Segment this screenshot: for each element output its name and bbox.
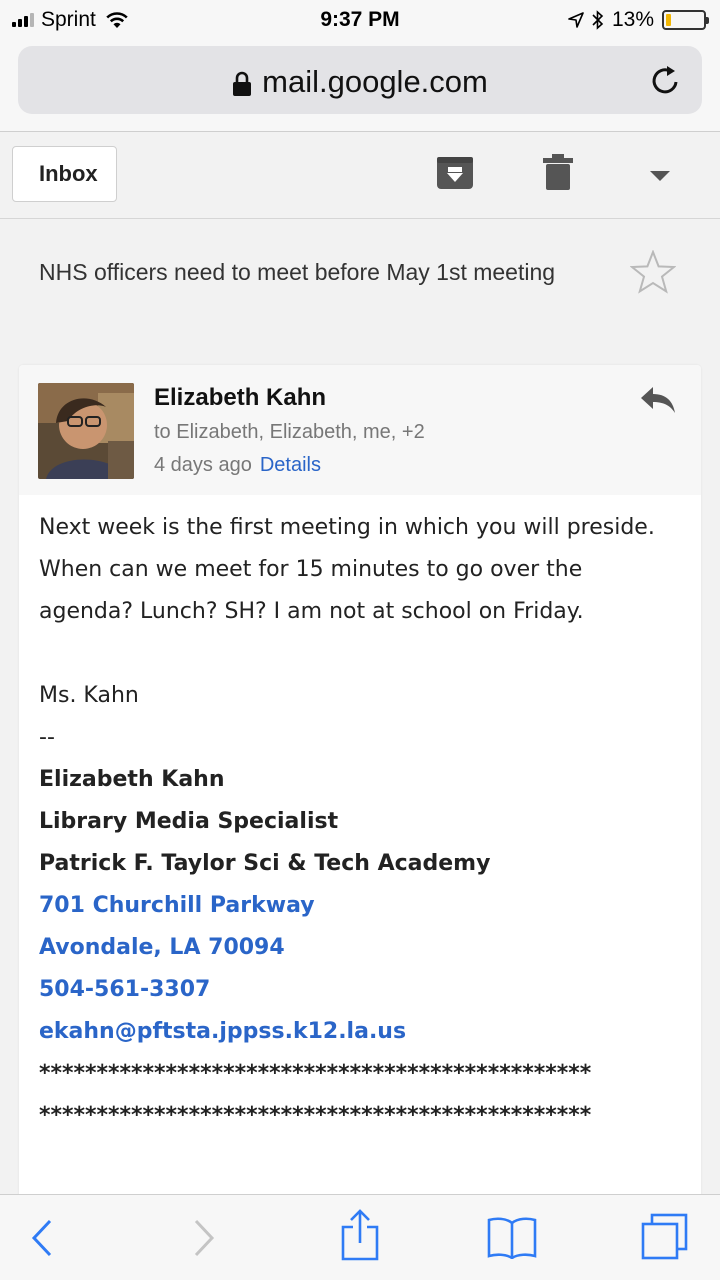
body-text: Next week is the first meeting in which you will preside. When can we meet for 15 minutes to go over the agenda? Lunch? SH? I am not at school on Friday. bbox=[39, 515, 655, 624]
location-icon bbox=[568, 12, 584, 28]
chevron-down-icon[interactable] bbox=[648, 169, 672, 183]
address-bar[interactable] bbox=[18, 46, 702, 114]
lock-icon bbox=[232, 71, 252, 97]
browser-bottom-bar bbox=[0, 1194, 720, 1280]
message-header bbox=[19, 365, 701, 495]
clock: 9:37 PM bbox=[320, 8, 400, 31]
message-meta bbox=[154, 454, 321, 477]
carrier-name: Sprint bbox=[41, 8, 96, 31]
url-text: mail.google.com bbox=[262, 64, 488, 99]
battery-percent: 13% bbox=[611, 8, 654, 31]
signature-divider-2: ************************************************ bbox=[39, 1103, 592, 1128]
battery-icon bbox=[662, 10, 706, 30]
signature-address-line2[interactable]: Avondale, LA 70094 bbox=[39, 935, 285, 960]
sender-name: Elizabeth Kahn bbox=[154, 384, 327, 411]
email-subject: NHS officers need to meet before May 1st meeting bbox=[39, 259, 556, 285]
share-icon[interactable] bbox=[340, 1209, 380, 1261]
recipients: to Elizabeth, Elizabeth, me, +2 bbox=[154, 421, 425, 443]
inbox-label: Inbox bbox=[39, 161, 98, 186]
avatar[interactable] bbox=[38, 383, 134, 479]
tabs-icon[interactable] bbox=[640, 1213, 690, 1261]
signature-email[interactable]: ekahn@pftsta.jppss.k12.la.us bbox=[39, 1019, 407, 1044]
spacer bbox=[39, 633, 679, 675]
reload-icon[interactable] bbox=[650, 63, 682, 97]
forward-icon[interactable] bbox=[192, 1219, 216, 1257]
star-icon[interactable] bbox=[630, 250, 676, 294]
back-icon[interactable] bbox=[30, 1219, 54, 1257]
bookmarks-icon[interactable] bbox=[486, 1215, 538, 1259]
details-link[interactable]: Details bbox=[259, 454, 321, 476]
url-display[interactable] bbox=[18, 64, 702, 100]
message-body bbox=[39, 507, 679, 1137]
status-right bbox=[568, 8, 706, 32]
bluetooth-icon bbox=[592, 10, 604, 30]
signature-separator: -- bbox=[39, 725, 55, 750]
signature-name: Elizabeth Kahn bbox=[39, 767, 225, 792]
closing: Ms. Kahn bbox=[39, 683, 139, 708]
message-card bbox=[19, 365, 701, 1205]
message-age: 4 days ago bbox=[154, 454, 252, 476]
signature-phone[interactable]: 504-561-3307 bbox=[39, 977, 211, 1002]
signature-divider-1: ************************************************ bbox=[39, 1061, 592, 1086]
mail-toolbar bbox=[0, 133, 720, 219]
browser-address-area bbox=[0, 40, 720, 132]
trash-icon[interactable] bbox=[542, 153, 574, 191]
inbox-back-button[interactable] bbox=[12, 146, 117, 202]
signature-school: Patrick F. Taylor Sci & Tech Academy bbox=[39, 851, 491, 876]
signature-address-line1[interactable]: 701 Churchill Parkway bbox=[39, 893, 315, 918]
signature-title: Library Media Specialist bbox=[39, 809, 339, 834]
reply-icon[interactable] bbox=[639, 385, 677, 415]
archive-icon[interactable] bbox=[436, 153, 474, 191]
status-bar bbox=[0, 0, 720, 40]
battery-fill bbox=[666, 14, 671, 26]
